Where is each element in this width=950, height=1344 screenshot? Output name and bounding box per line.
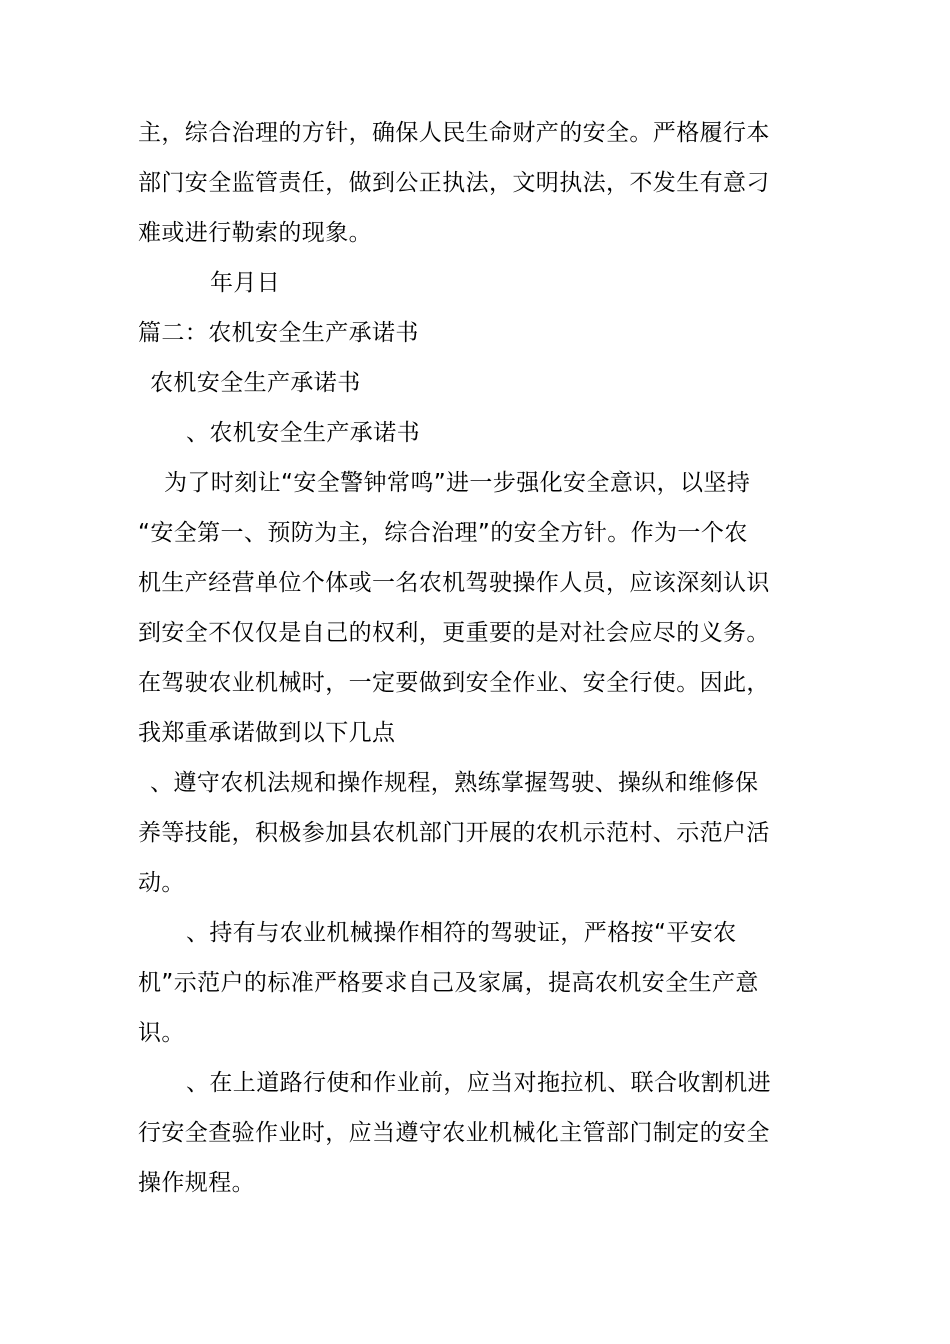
paragraph-line: 到安全不仅仅是自己的权利，更重要的是对社会应尽的义务。: [138, 620, 770, 646]
paragraph-line: 在驾驶农业机械时，一定要做到安全作业、安全行使。因此，: [138, 670, 770, 696]
paragraph-line: 难或进行勒索的现象。: [138, 220, 372, 246]
list-item-line: 动。: [138, 870, 185, 896]
section-heading: 篇二：农机安全生产承诺书: [138, 320, 419, 346]
list-item-line: 行安全查验作业时，应当遵守农业机械化主管部门制定的安全: [138, 1120, 770, 1146]
paragraph-line: 我郑重承诺做到以下几点: [138, 720, 396, 746]
date-line: 年月日: [210, 270, 281, 296]
paragraph-line: 部门安全监管责任，做到公正执法，文明执法，不发生有意刁: [138, 170, 770, 196]
list-item-line: 、持有与农业机械操作相符的驾驶证，严格按“平安农: [186, 920, 737, 946]
paragraph-line: “安全第一、预防为主，综合治理”的安全方针。作为一个农: [138, 520, 748, 546]
list-item-line: 操作规程。: [138, 1170, 255, 1196]
list-item-line: 、在上道路行使和作业前，应当对拖拉机、联合收割机进: [186, 1070, 771, 1096]
list-item-line: 识。: [138, 1020, 185, 1046]
paragraph-line: 为了时刻让“安全警钟常鸣”进一步强化安全意识，以坚持: [164, 470, 751, 496]
list-item-line: 、遵守农机法规和操作规程，熟练掌握驾驶、操纵和维修保: [150, 770, 759, 796]
list-item-line: 养等技能，积极参加县农机部门开展的农机示范村、示范户活: [138, 820, 770, 846]
list-item-line: 机”示范户的标准严格要求自己及家属，提高农机安全生产意: [138, 970, 759, 996]
subtitle-line: 、农机安全生产承诺书: [186, 420, 420, 446]
paragraph-line: 主，综合治理的方针，确保人民生命财产的安全。严格履行本: [138, 120, 770, 146]
paragraph-line: 机生产经营单位个体或一名农机驾驶操作人员，应该深刻认识: [138, 570, 770, 596]
document-title: 农机安全生产承诺书: [150, 370, 361, 396]
